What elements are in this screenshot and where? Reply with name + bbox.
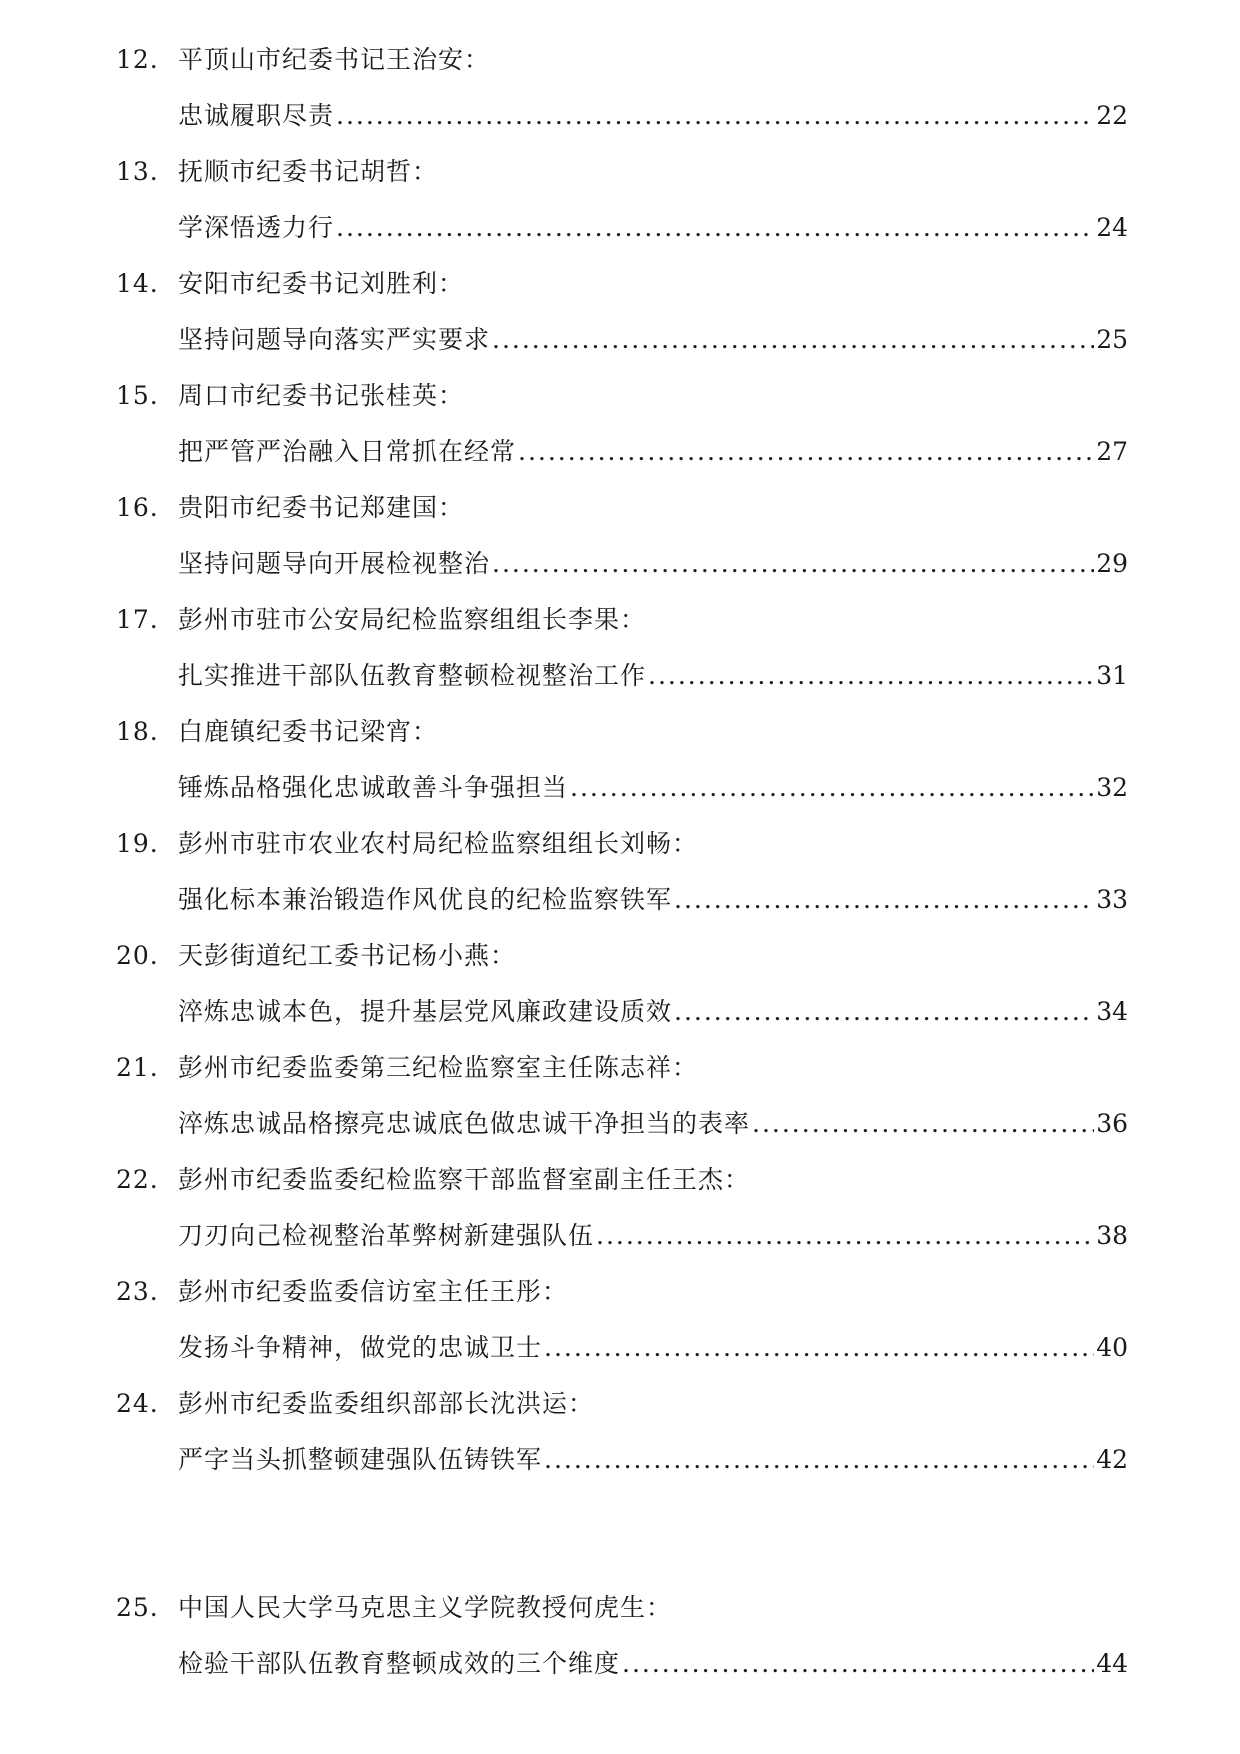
entry-page-number: 38 bbox=[1096, 1221, 1128, 1250]
dot-leader bbox=[674, 992, 1094, 1032]
entry-heading bbox=[116, 152, 438, 192]
entry-number: 19. bbox=[116, 829, 159, 858]
entry-number: 16. bbox=[116, 493, 159, 522]
entry-title: 学深悟透力行 bbox=[178, 213, 335, 242]
entry-title: 刀刃向己检视整治革弊树新建强队伍 bbox=[178, 1221, 595, 1250]
entry-title: 锤炼品格强化忠诚敢善斗争强担当 bbox=[178, 773, 569, 802]
entry-page-number: 34 bbox=[1096, 997, 1128, 1026]
entry-title: 检验干部队伍教育整顿成效的三个维度 bbox=[178, 1649, 621, 1678]
dot-leader bbox=[570, 768, 1094, 808]
entry-title: 发扬斗争精神，做党的忠诚卫士 bbox=[178, 1333, 543, 1362]
entry-page-number: 40 bbox=[1096, 1333, 1128, 1362]
entry-page-number: 42 bbox=[1096, 1445, 1128, 1474]
entry-title: 淬炼忠诚本色，提升基层党风廉政建设质效 bbox=[178, 997, 673, 1026]
entry-title-row[interactable] bbox=[178, 432, 1128, 472]
entry-page-number: 29 bbox=[1096, 549, 1128, 578]
entry-number: 14. bbox=[116, 269, 159, 298]
entry-page-number: 36 bbox=[1096, 1109, 1128, 1138]
entry-title-row[interactable] bbox=[178, 1644, 1128, 1684]
entry-title-row[interactable] bbox=[178, 1328, 1128, 1368]
entry-title: 严字当头抓整顿建强队伍铸铁军 bbox=[178, 1445, 543, 1474]
entry-page-number: 24 bbox=[1096, 213, 1128, 242]
entry-number: 20. bbox=[116, 941, 159, 970]
entry-author: 彭州市驻市农业农村局纪检监察组组长刘畅： bbox=[178, 829, 699, 858]
dot-leader bbox=[492, 544, 1094, 584]
entry-author: 中国人民大学马克思主义学院教授何虎生： bbox=[178, 1593, 673, 1622]
entry-heading bbox=[116, 600, 646, 640]
dot-leader bbox=[544, 1440, 1094, 1480]
entry-number: 22. bbox=[116, 1165, 159, 1194]
entry-heading bbox=[116, 264, 464, 304]
entry-title-row[interactable] bbox=[178, 96, 1128, 136]
entry-title: 淬炼忠诚品格擦亮忠诚底色做忠诚干净担当的表率 bbox=[178, 1109, 751, 1138]
entry-author: 平顶山市纪委书记王治安： bbox=[178, 45, 491, 74]
dot-leader bbox=[336, 96, 1094, 136]
dot-leader bbox=[336, 208, 1094, 248]
entry-title-row[interactable] bbox=[178, 768, 1128, 808]
entry-title: 扎实推进干部队伍教育整顿检视整治工作 bbox=[178, 661, 647, 690]
entry-heading bbox=[116, 824, 698, 864]
entry-author: 彭州市纪委监委信访室主任王彤： bbox=[178, 1277, 569, 1306]
entry-title: 坚持问题导向开展检视整治 bbox=[178, 549, 491, 578]
dot-leader bbox=[518, 432, 1094, 472]
dot-leader bbox=[544, 1328, 1094, 1368]
entry-page-number: 27 bbox=[1096, 437, 1128, 466]
entry-author: 安阳市纪委书记刘胜利： bbox=[178, 269, 465, 298]
entry-author: 贵阳市纪委书记郑建国： bbox=[178, 493, 465, 522]
entry-title-row[interactable] bbox=[178, 544, 1128, 584]
entry-number: 23. bbox=[116, 1277, 159, 1306]
entry-number: 18. bbox=[116, 717, 159, 746]
entry-author: 周口市纪委书记张桂英： bbox=[178, 381, 465, 410]
dot-leader bbox=[596, 1216, 1094, 1256]
entry-page-number: 33 bbox=[1096, 885, 1128, 914]
entry-author: 彭州市驻市公安局纪检监察组组长李果： bbox=[178, 605, 647, 634]
entry-number: 17. bbox=[116, 605, 159, 634]
dot-leader bbox=[752, 1104, 1094, 1144]
entry-title: 把严管严治融入日常抓在经常 bbox=[178, 437, 517, 466]
entry-heading bbox=[116, 376, 464, 416]
entry-page-number: 32 bbox=[1096, 773, 1128, 802]
entry-title-row[interactable] bbox=[178, 1440, 1128, 1480]
entry-title: 忠诚履职尽责 bbox=[178, 101, 335, 130]
entry-author: 彭州市纪委监委组织部部长沈洪运： bbox=[178, 1389, 595, 1418]
entry-number: 24. bbox=[116, 1389, 159, 1418]
entry-number: 15. bbox=[116, 381, 159, 410]
entry-title-row[interactable] bbox=[178, 1104, 1128, 1144]
entry-author: 彭州市纪委监委第三纪检监察室主任陈志祥： bbox=[178, 1053, 699, 1082]
entry-title-row[interactable] bbox=[178, 320, 1128, 360]
entry-page-number: 22 bbox=[1096, 101, 1128, 130]
entry-number: 13. bbox=[116, 157, 159, 186]
entry-title-row[interactable] bbox=[178, 1216, 1128, 1256]
entry-page-number: 25 bbox=[1096, 325, 1128, 354]
entry-heading bbox=[116, 1272, 568, 1312]
entry-heading bbox=[116, 936, 516, 976]
entry-page-number: 44 bbox=[1096, 1649, 1128, 1678]
dot-leader bbox=[492, 320, 1094, 360]
entry-title-row[interactable] bbox=[178, 880, 1128, 920]
entry-title: 强化标本兼治锻造作风优良的纪检监察铁军 bbox=[178, 885, 673, 914]
entry-title: 坚持问题导向落实严实要求 bbox=[178, 325, 491, 354]
entry-number: 21. bbox=[116, 1053, 159, 1082]
dot-leader bbox=[674, 880, 1094, 920]
entry-heading bbox=[116, 1160, 750, 1200]
entry-heading bbox=[116, 1384, 594, 1424]
entry-number: 25. bbox=[116, 1593, 159, 1622]
entry-author: 彭州市纪委监委纪检监察干部监督室副主任王杰： bbox=[178, 1165, 751, 1194]
entry-page-number: 31 bbox=[1096, 661, 1128, 690]
entry-heading bbox=[116, 1048, 698, 1088]
entry-title-row[interactable] bbox=[178, 208, 1128, 248]
entry-author: 天彭街道纪工委书记杨小燕： bbox=[178, 941, 517, 970]
dot-leader bbox=[648, 656, 1094, 696]
entry-heading bbox=[116, 40, 490, 80]
entry-title-row[interactable] bbox=[178, 656, 1128, 696]
entry-number: 12. bbox=[116, 45, 159, 74]
entry-heading bbox=[116, 488, 464, 528]
entry-heading bbox=[116, 1588, 672, 1628]
entry-author: 白鹿镇纪委书记梁宵： bbox=[178, 717, 439, 746]
entry-heading bbox=[116, 712, 438, 752]
entry-title-row[interactable] bbox=[178, 992, 1128, 1032]
dot-leader bbox=[622, 1644, 1094, 1684]
entry-author: 抚顺市纪委书记胡哲： bbox=[178, 157, 439, 186]
